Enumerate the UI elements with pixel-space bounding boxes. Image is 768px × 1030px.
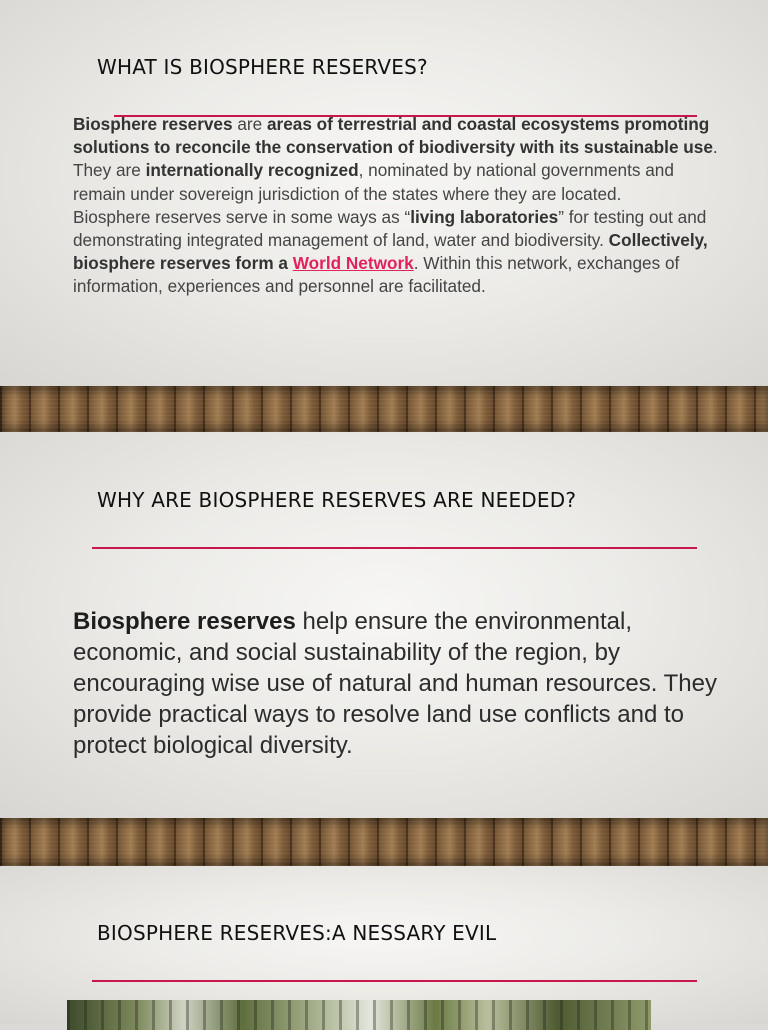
text-bold: internationally recognized	[145, 160, 359, 181]
text-bold: areas of terrestrial and coastal ecosystems promoting solutions to reconcile the conservation of biodiversity with its sustainable use	[73, 114, 713, 158]
slide-1-title: WHAT IS BIOSPHERE RESERVES?	[97, 55, 428, 79]
world-network-link[interactable]: World Network	[292, 253, 414, 274]
title-underline	[92, 980, 697, 982]
text: are	[232, 114, 267, 134]
text-bold: Biosphere reserves	[73, 608, 296, 635]
slide-2	[0, 432, 768, 818]
forest-photo	[67, 1000, 651, 1030]
wood-floor-divider	[0, 386, 768, 432]
slide-2-title: WHY ARE BIOSPHERE RESERVES ARE NEEDED?	[97, 488, 577, 512]
slide-1-paragraph	[73, 113, 721, 299]
text: , nominated by national governments and remain under sovereign jurisdiction of the states where they are located.	[73, 160, 674, 204]
text: Biosphere reserves serve in some ways as “	[73, 206, 411, 227]
wood-floor-divider	[0, 818, 768, 866]
text: . They are	[73, 137, 718, 181]
text: . Within this network, exchanges of information, experiences and personnel are facilitated.	[73, 253, 680, 297]
text-bold: Biosphere reserves	[73, 114, 233, 134]
text-bold: Collectively, biosphere reserves form a	[73, 230, 708, 274]
slide-1	[0, 0, 768, 386]
slide-2-paragraph	[73, 606, 733, 761]
slide-3-title: BIOSPHERE RESERVES:A NESSARY EVIL	[97, 921, 497, 945]
text: help ensure the environmental, economic, and social sustainability of the region, by encouraging wise use of natural and human resources. They provide practical ways to resolve land use conflicts and to protect biological diversity.	[73, 608, 717, 759]
text: ” for testing out and demonstrating integrated management of land, water and biodiversity.	[73, 206, 707, 251]
title-underline	[92, 547, 697, 549]
text-bold: living laboratories	[410, 206, 559, 227]
